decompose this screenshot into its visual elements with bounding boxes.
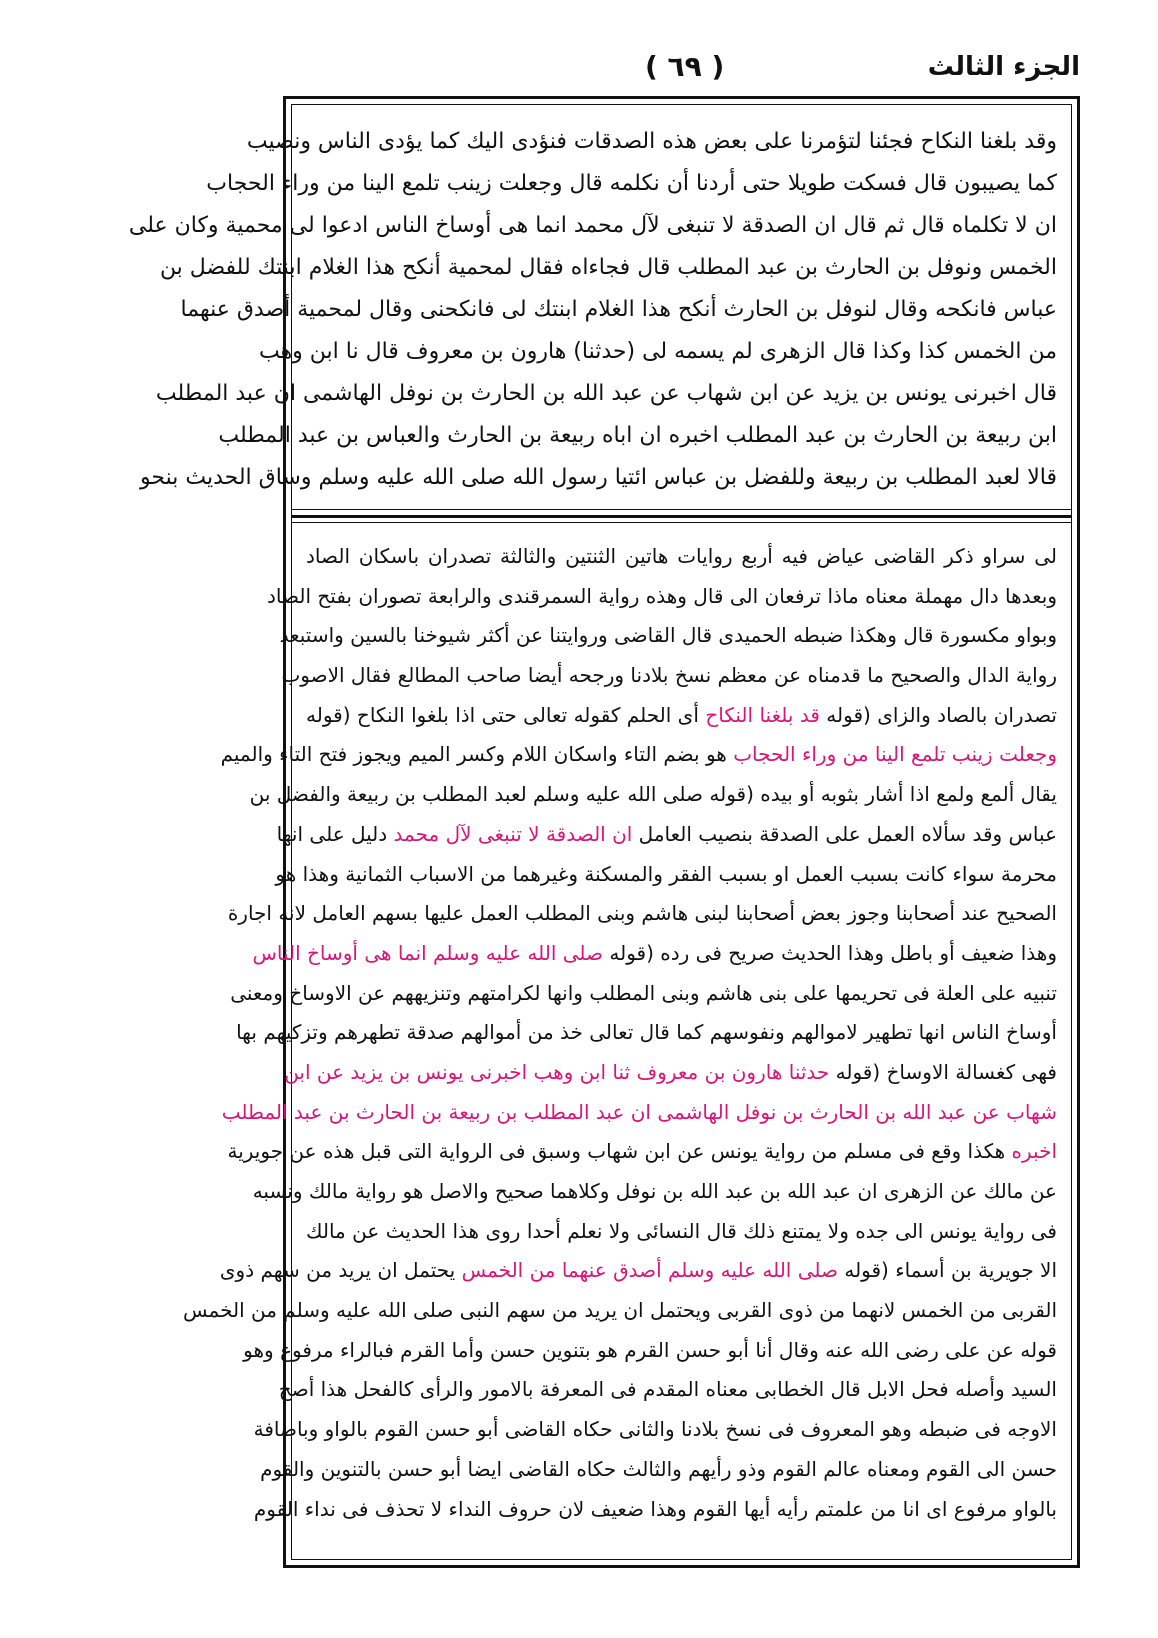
commentary-text: حسن الى القوم ومعناه عالم القوم وذو رأيهم والثالث حكاه القاضى ايضا أبو حسن بالتنوين والقوم bbox=[260, 1456, 1057, 1481]
matn-line: ان لا تكلماه قال ثم قال ان الصدقة لا تنبغى لآل محمد انما هى أوساخ الناس ادعوا لى محمية وكان على bbox=[128, 213, 1057, 238]
highlighted-quote: وجعلت زينب تلمع الينا من وراء الحجاب bbox=[733, 742, 1057, 767]
commentary-line bbox=[227, 1132, 1057, 1172]
commentary-text: عن مالك عن الزهرى ان عبد الله بن عبد الله بن نوفل وكلاهما صحيح والاصل هو رواية مالك ونسبه bbox=[252, 1179, 1057, 1203]
commentary-text: يحتمل ان يريد من سهم ذوى bbox=[219, 1258, 462, 1283]
sharh-text bbox=[183, 537, 1057, 1529]
matn-line: قالا لعبد المطلب بن ربيعة وللفضل بن عباس ائتيا رسول الله صلى الله عليه وسلم وساق الحديث بنحو bbox=[140, 465, 1057, 490]
matn-line: كما يصيبون قال فسكت طويلا حتى أردنا أن نكلمه قال وجعلت زينب تلمع الينا من وراء الحجاب bbox=[206, 171, 1057, 196]
commentary-text: وبواو مكسورة قال وهكذا ضبطه الحميدى قال القاضى وروايتنا عن أكثر شيوخنا بالسين واستبعد bbox=[279, 623, 1057, 648]
commentary-line bbox=[253, 1410, 1057, 1450]
highlighted-quote: قد بلغنا النكاح bbox=[705, 702, 820, 727]
page-number: ( ٦٩ ) bbox=[645, 50, 725, 83]
commentary-line bbox=[281, 656, 1057, 696]
commentary-text: لى سراو ذكر القاضى عياض فيه أربع روايات هاتين الثنتين والثالثة تصدران باسكان الصاد bbox=[306, 544, 1057, 568]
page-header bbox=[285, 44, 1080, 94]
commentary-line bbox=[230, 974, 1057, 1014]
commentary-text: القربى من الخمس لانهما من ذوى القربى ويحتمل ان يريد من سهم النبى صلى الله عليه وسلم من الخمس bbox=[183, 1298, 1057, 1323]
commentary-text: يقال ألمع ولمع اذا أشار بثوبه أو بيده (قوله صلى الله عليه وسلم لعبد المطلب بن ربيعة والفضل بن bbox=[249, 782, 1057, 807]
inner-frame bbox=[128, 104, 1072, 1560]
commentary-text: الصحيح عند أصحابنا وجوز بعض أصحابنا لبنى هاشم وبنى المطلب العمل عليها بسهم العامل لانه اجارة bbox=[227, 901, 1057, 926]
section-divider-thin bbox=[292, 522, 1071, 523]
commentary-text: أى الحلم كقوله تعالى حتى اذا بلغوا النكاح (قوله bbox=[306, 702, 706, 727]
commentary-text: محرمة سواء كانت بسبب العمل او بسبب الفقر والمسكنة وغيرهما من الاسباب الثمانية وهذا هو bbox=[275, 861, 1057, 886]
commentary-line bbox=[253, 1490, 1057, 1530]
commentary-text: بالواو مرفوع اى انا من علمتم رأيه أيها القوم وهذا ضعيف لان حروف النداء لا تحذف فى نداء القوم bbox=[253, 1496, 1057, 1521]
commentary-text: رواية الدال والصحيح ما قدمناه عن معظم نسخ بلادنا ورجحه أيضا صاحب المطالع فقال الاصوب bbox=[281, 663, 1057, 688]
commentary-text: دليل على انها bbox=[276, 821, 394, 846]
commentary-line bbox=[275, 855, 1057, 895]
matn-line: ابن ربيعة بن الحارث بن عبد المطلب اخبره ان اباه ربيعة بن الحارث والعباس بن عبد المطلب bbox=[218, 423, 1057, 448]
highlighted-quote: اخبره bbox=[1011, 1139, 1057, 1164]
commentary-text: هو بضم التاء واسكان اللام وكسر الميم ويجوز فتح التاء والميم bbox=[220, 742, 734, 767]
commentary-text: الاوجه فى ضبطه وهو المعروف فى نسخ بلادنا والثانى حكاه القاضى أبو حسن القوم بالواو وباضافة bbox=[253, 1417, 1057, 1442]
highlighted-quote: صلى الله عليه وسلم انما هى أوساخ الناس bbox=[252, 940, 604, 965]
commentary-text: هكذا وقع فى مسلم من رواية يونس عن ابن شهاب وسبق فى الرواية التى قبل هذه عن جويرية bbox=[227, 1139, 1012, 1164]
commentary-text: تصدران بالصاد والزاى (قوله bbox=[819, 702, 1057, 727]
highlighted-quote: ان الصدقة لا تنبغى لآل محمد bbox=[393, 821, 633, 846]
commentary-text: أوساخ الناس انها تطهير لاموالهم ونفوسهم كما قال تعالى خذ من أموالهم صدقة تطهرهم وتزكيهم بها bbox=[236, 1020, 1057, 1045]
matn-line: من الخمس كذا وكذا قال الزهرى لم يسمه لى (حدثنا) هارون بن معروف قال نا ابن وهب bbox=[258, 339, 1057, 364]
commentary-text: فى رواية يونس الى جده ولا يمتنع ذلك قال النسائى ولا نعلم أحدا روى هذا الحديث عن مالك bbox=[306, 1218, 1057, 1243]
page-frame bbox=[128, 96, 1080, 1568]
commentary-line bbox=[220, 735, 1057, 775]
commentary-text: وهذا ضعيف أو باطل وهذا الحديث صريح فى رده (قوله bbox=[603, 940, 1057, 965]
commentary-text: تنبيه على العلة فى تحريمها على بنى هاشم وبنى المطلب وانها لكرامتهم وتنزيههم عن الاوساخ ومعنى bbox=[230, 980, 1057, 1005]
matn-line: قال اخبرنى يونس بن يزيد عن ابن شهاب عن عبد الله بن الحارث بن نوفل الهاشمى ان عبد المطلب bbox=[155, 381, 1057, 406]
commentary-text: وبعدها دال مهملة معناه ماذا ترفعان الى قال وهذه رواية السمرقندى والرابعة تصوران بفتح الصاد bbox=[267, 583, 1057, 608]
volume-title: الجزء الثالث bbox=[927, 52, 1080, 82]
commentary-line bbox=[219, 1251, 1057, 1291]
section-divider bbox=[292, 515, 1071, 518]
highlighted-quote: صلى الله عليه وسلم أصدق عنهما من الخمس bbox=[461, 1258, 838, 1283]
commentary-line bbox=[276, 815, 1057, 855]
commentary-text: السيد وأصله فحل الابل قال الخطابى معناه المقدم فى المعرفة بالامور والرأى كالفحل هذا أصح bbox=[278, 1377, 1057, 1402]
commentary-text: فهى كغسالة الاوساخ (قوله bbox=[829, 1059, 1057, 1084]
commentary-line bbox=[279, 616, 1057, 656]
commentary-line bbox=[236, 1013, 1057, 1053]
commentary-line bbox=[252, 934, 1057, 974]
matn-line: عباس فانكحه وقال لنوفل بن الحارث أنكح هذا الغلام ابنتك لى فانكحنى وقال لمحمية أصدق عنهما bbox=[180, 297, 1057, 322]
commentary-line bbox=[306, 696, 1057, 736]
matn-text bbox=[128, 121, 1057, 499]
commentary-line bbox=[306, 537, 1057, 577]
commentary-line bbox=[221, 1093, 1057, 1133]
commentary-text: عباس وقد سألاه العمل على الصدقة بنصيب العامل bbox=[632, 821, 1057, 846]
commentary-line bbox=[278, 1370, 1057, 1410]
commentary-line bbox=[284, 1053, 1057, 1093]
commentary-text: قوله عن على رضى الله عنه وقال أنا أبو حسن القرم هو بتنوين حسن وأما القرم فبالراء مرفوع وهو bbox=[243, 1337, 1057, 1362]
matn-box bbox=[128, 105, 1071, 510]
commentary-line bbox=[267, 577, 1057, 617]
matn-line: الخمس ونوفل بن الحارث بن عبد المطلب قال فجاءاه فقال لمحمية أنكح هذا الغلام ابنتك للفضل بن bbox=[159, 255, 1057, 280]
commentary-text: الا جويرية بن أسماء (قوله bbox=[837, 1258, 1057, 1283]
highlighted-quote: حدثنا هارون بن معروف ثنا ابن وهب اخبرنى يونس بن يزيد عن ابن bbox=[284, 1059, 830, 1084]
highlighted-quote: شهاب عن عبد الله بن الحارث بن نوفل الهاشمى ان عبد المطلب بن ربيعة بن الحارث بن عبد المطلب bbox=[221, 1099, 1057, 1124]
commentary-line bbox=[260, 1450, 1057, 1490]
commentary-line bbox=[249, 775, 1057, 815]
commentary-line bbox=[252, 1172, 1057, 1212]
matn-line: وقد بلغنا النكاح فجئنا لتؤمرنا على بعض هذه الصدقات فنؤدى اليك كما يؤدى الناس ونصيب bbox=[246, 129, 1057, 154]
commentary-line bbox=[227, 894, 1057, 934]
commentary-line bbox=[306, 1212, 1057, 1252]
commentary-line bbox=[243, 1331, 1057, 1371]
commentary-line bbox=[183, 1291, 1057, 1331]
